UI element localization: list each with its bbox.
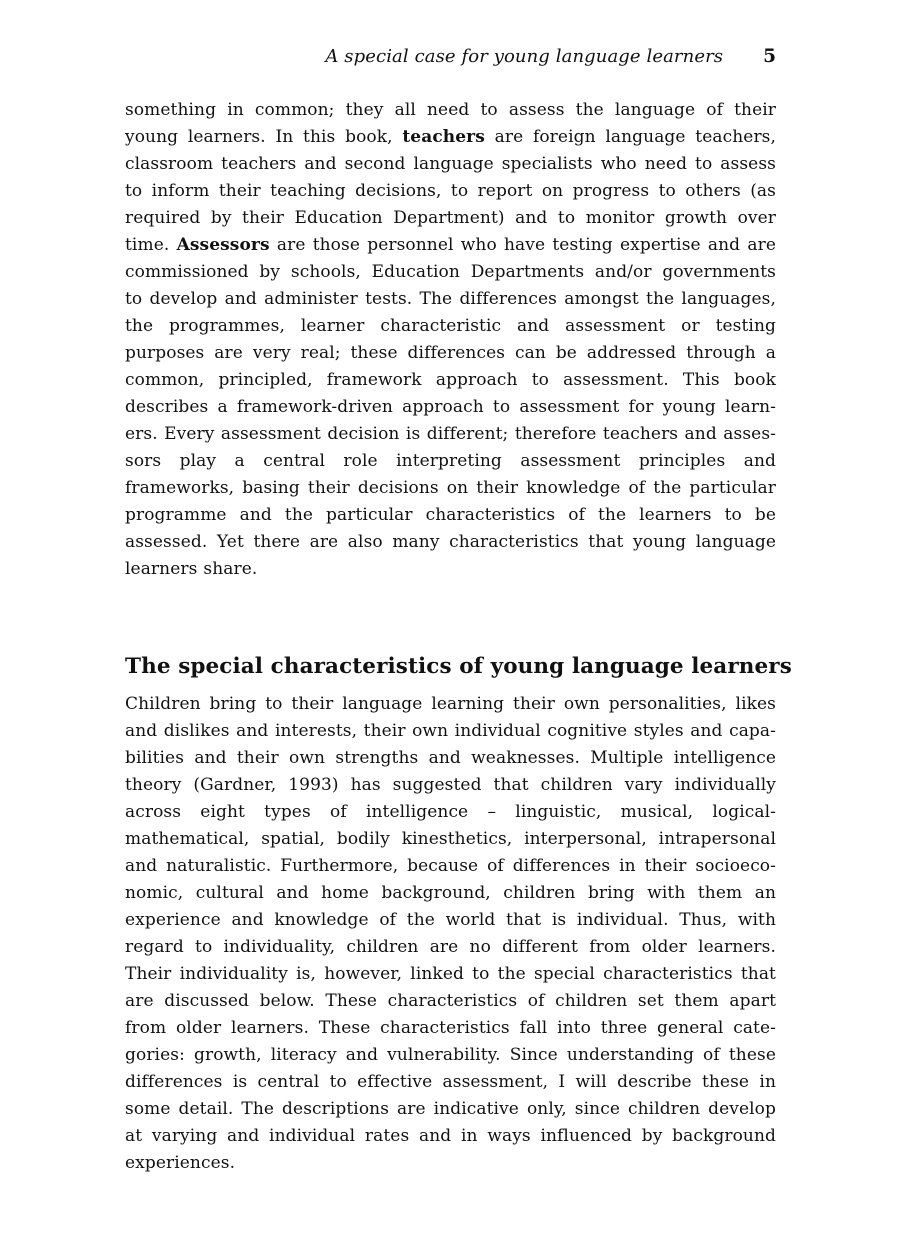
- text-line: from older learners. These characteristics fall into three general cate-: [125, 1018, 776, 1038]
- text-line: are discussed below. These characteristics of children set them apart: [125, 991, 776, 1011]
- text-line: across eight types of intelligence – linguistic, musical, logical-: [125, 802, 776, 822]
- paragraph-special-characteristics: [125, 691, 776, 1177]
- text-line: Children bring to their language learning their own personalities, likes: [125, 694, 776, 714]
- page-header: [125, 45, 776, 69]
- text-line: and naturalistic. Furthermore, because of differences in their socioeco-: [125, 856, 776, 876]
- text-line: differences is central to effective assessment, I will describe these in: [125, 1072, 776, 1092]
- running-header-title: A special case for young language learners: [325, 46, 724, 67]
- page-number: 5: [763, 46, 776, 67]
- text-line: describes a framework-driven approach to assessment for young learn-: [125, 397, 776, 417]
- section-heading: The special characteristics of young language learners: [125, 653, 792, 679]
- text-line: something in common; they all need to assess the language of their: [125, 100, 776, 120]
- text-line: bilities and their own strengths and weaknesses. Multiple intelligence: [125, 748, 776, 768]
- text-line: Their individuality is, however, linked to the special characteristics that: [125, 964, 776, 984]
- text-line: learners share.: [125, 559, 258, 579]
- paragraph-intro: [125, 97, 776, 583]
- text-line: required by their Education Department) and to monitor growth over: [125, 208, 776, 228]
- text-line: assessed. Yet there are also many characteristics that young language: [125, 532, 776, 552]
- text-line: commissioned by schools, Education Departments and/or governments: [125, 262, 776, 282]
- text-line: frameworks, basing their decisions on their knowledge of the particular: [125, 478, 776, 498]
- text-line: at varying and individual rates and in ways influenced by background: [125, 1126, 776, 1146]
- text-line: and dislikes and interests, their own individual cognitive styles and capa-: [125, 721, 776, 741]
- text-line: mathematical, spatial, bodily kinesthetics, interpersonal, intrapersonal: [125, 829, 776, 849]
- text-line: theory (Gardner, 1993) has suggested that children vary individually: [125, 775, 776, 795]
- text-line: ers. Every assessment decision is different; therefore teachers and asses-: [125, 424, 776, 444]
- text-line: sors play a central role interpreting assessment principles and: [125, 451, 776, 471]
- text-line: gories: growth, literacy and vulnerability. Since understanding of these: [125, 1045, 776, 1065]
- text-line: time. Assessors are those personnel who have testing expertise and are: [125, 235, 777, 255]
- text-line: common, principled, framework approach to assessment. This book: [125, 370, 776, 390]
- text-line: classroom teachers and second language specialists who need to assess: [125, 154, 776, 174]
- text-line: experience and knowledge of the world that is individual. Thus, with: [125, 910, 776, 930]
- text-line: experiences.: [125, 1153, 236, 1173]
- text-line: the programmes, learner characteristic and assessment or testing: [125, 316, 776, 336]
- text-line: to develop and administer tests. The differences amongst the languages,: [125, 289, 776, 309]
- text-line: purposes are very real; these differences can be addressed through a: [125, 343, 776, 363]
- text-line: nomic, cultural and home background, children bring with them an: [125, 883, 776, 903]
- text-line: regard to individuality, children are no different from older learners.: [125, 937, 776, 957]
- text-line: programme and the particular characteristics of the learners to be: [125, 505, 776, 525]
- text-line: some detail. The descriptions are indicative only, since children develop: [125, 1099, 776, 1119]
- text-line: to inform their teaching decisions, to report on progress to others (as: [125, 181, 776, 201]
- text-line: young learners. In this book, teachers are foreign language teachers,: [125, 127, 776, 147]
